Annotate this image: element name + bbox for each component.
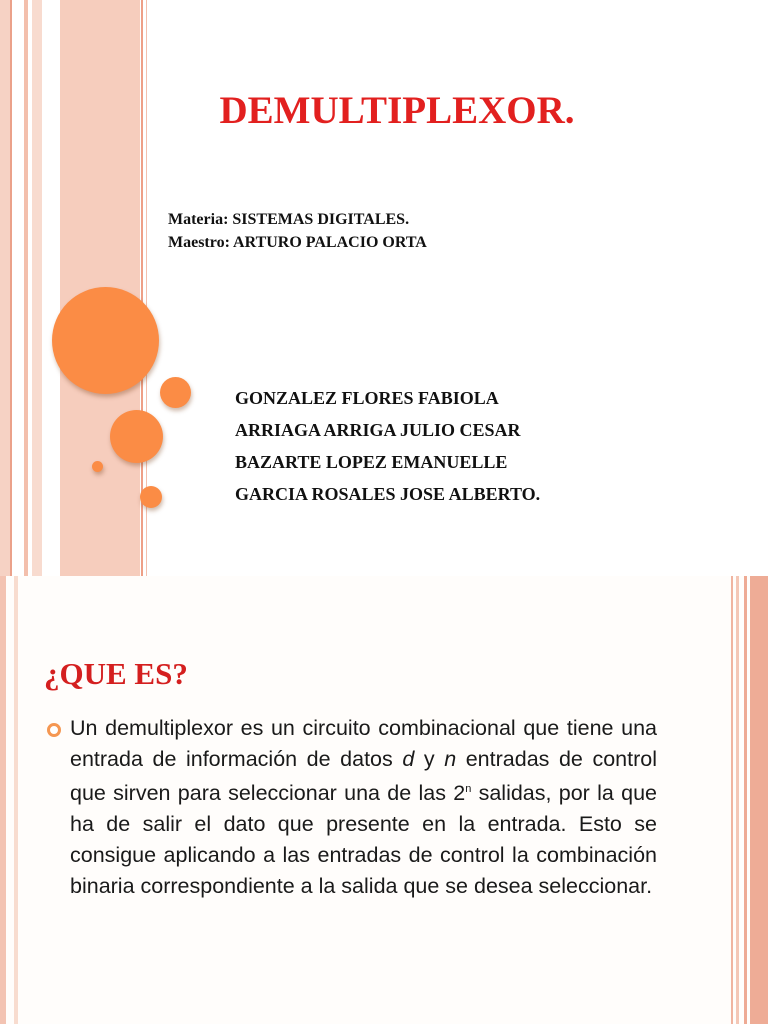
- bullet-circle-icon: [47, 723, 61, 737]
- decor-stripe: [32, 0, 42, 576]
- variable-d: d: [402, 746, 415, 771]
- paragraph-text: entradas de control que sirven para seleccionar una de las 2: [70, 746, 657, 806]
- decor-circle-small: [92, 461, 103, 472]
- author-list: [235, 382, 540, 510]
- paragraph-text: Un demultiplexor es un circuito combinacional que tiene una entrada de información de datos: [70, 716, 657, 771]
- decor-circle: [140, 486, 162, 508]
- paragraph-text: y: [414, 746, 445, 771]
- author-name: GONZALEZ FLORES FABIOLA: [235, 388, 499, 408]
- maestro-line: Maestro: ARTURO PALACIO ORTA: [168, 234, 427, 251]
- definition-paragraph: [70, 713, 657, 901]
- author-name: BAZARTE LOPEZ EMANUELLE: [235, 452, 508, 472]
- decor-stripe: [736, 576, 739, 1024]
- decor-stripe: [731, 576, 733, 1024]
- exponent-n: n: [465, 783, 472, 796]
- author-name: ARRIAGA ARRIGA JULIO CESAR: [235, 420, 521, 440]
- course-info: [168, 208, 427, 254]
- content-slide: [0, 576, 768, 1024]
- decor-stripe: [744, 576, 747, 1024]
- materia-line: Materia: SISTEMAS DIGITALES.: [168, 211, 410, 228]
- decor-stripe: [750, 576, 768, 1024]
- section-heading: ¿QUE ES?: [44, 656, 188, 691]
- decor-circle: [160, 377, 191, 408]
- author-name: GARCIA ROSALES JOSE ALBERTO.: [235, 484, 541, 504]
- decor-circle: [110, 410, 163, 463]
- decor-stripe: [24, 0, 28, 576]
- decor-circle-large: [52, 287, 159, 394]
- slide-title: DEMULTIPLEXOR.: [219, 89, 575, 132]
- paragraph-text: salidas, por la que ha de salir el dato que presente en la entrada. Esto se consigue aplicando a las entradas de control la combinación binaria correspondiente a la salida que se desea seleccionar.: [70, 781, 658, 898]
- decor-stripe: [10, 0, 12, 576]
- decor-stripe: [14, 576, 18, 1024]
- decor-stripe: [0, 0, 10, 576]
- variable-n: n: [444, 746, 457, 771]
- decor-stripe: [0, 576, 6, 1024]
